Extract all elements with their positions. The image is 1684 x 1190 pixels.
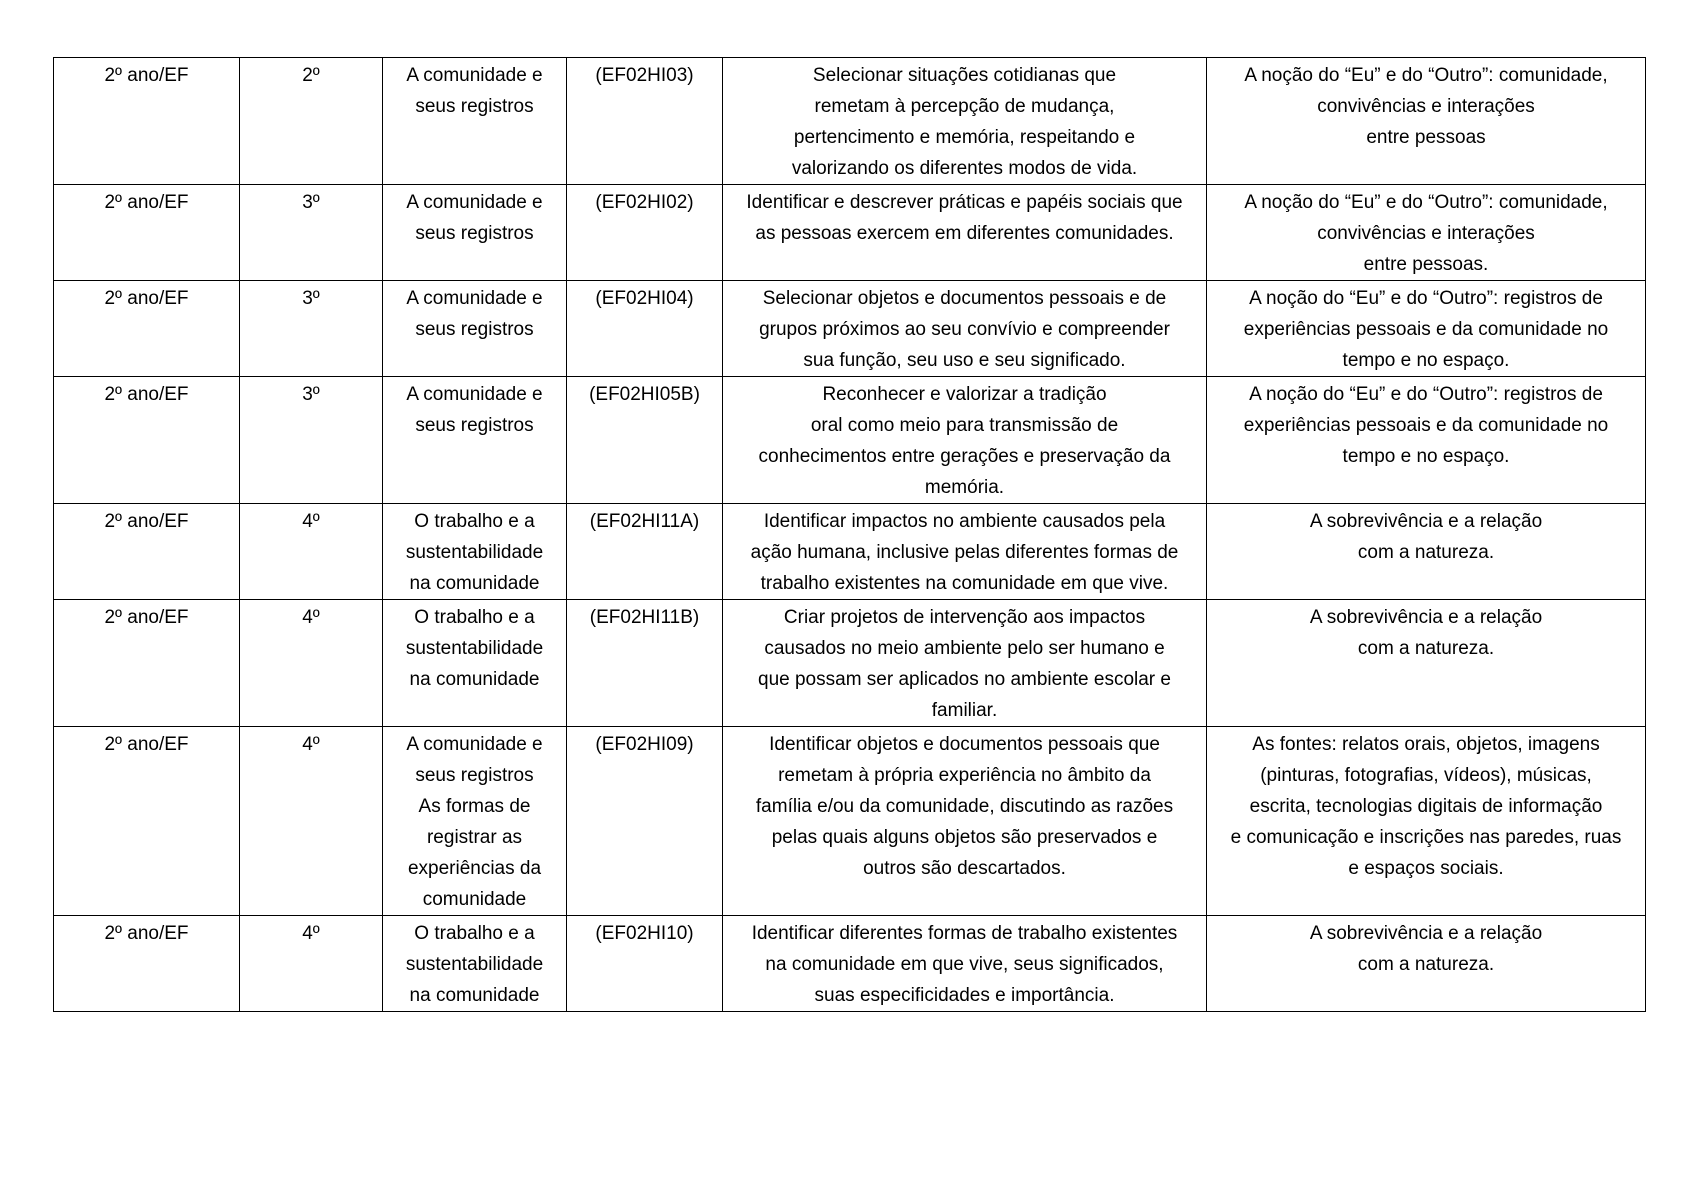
- cell-bimestre: 3º: [240, 185, 383, 281]
- cell-unidade: O trabalho e a sustentabilidade na comunidade: [383, 504, 567, 600]
- cell-habilidade: Identificar diferentes formas de trabalho existentes na comunidade em que vive, seus significados, suas especificidades e importância.: [723, 916, 1207, 1012]
- cell-objeto: A sobrevivência e a relação com a natureza.: [1207, 504, 1646, 600]
- cell-codigo: (EF02HI11A): [567, 504, 723, 600]
- cell-unidade: O trabalho e a sustentabilidade na comunidade: [383, 916, 567, 1012]
- table-row: [54, 281, 1646, 377]
- cell-bimestre: 4º: [240, 600, 383, 727]
- cell-objeto: A noção do “Eu” e do “Outro”: registros de experiências pessoais e da comunidade no tempo e no espaço.: [1207, 281, 1646, 377]
- cell-habilidade: Selecionar objetos e documentos pessoais e de grupos próximos ao seu convívio e compreender sua função, seu uso e seu significado.: [723, 281, 1207, 377]
- cell-objeto: As fontes: relatos orais, objetos, imagens (pinturas, fotografias, vídeos), músicas, escrita, tecnologias digitais de informação e comunicação e inscrições nas paredes, ruas e espaços sociais.: [1207, 727, 1646, 916]
- cell-codigo: (EF02HI09): [567, 727, 723, 916]
- cell-codigo: (EF02HI03): [567, 58, 723, 185]
- cell-codigo: (EF02HI02): [567, 185, 723, 281]
- cell-unidade: A comunidade e seus registros: [383, 281, 567, 377]
- cell-ano: 2º ano/EF: [54, 185, 240, 281]
- table-row: [54, 916, 1646, 1012]
- cell-codigo: (EF02HI11B): [567, 600, 723, 727]
- cell-unidade: A comunidade e seus registros As formas de registrar as experiências da comunidade: [383, 727, 567, 916]
- cell-habilidade: Reconhecer e valorizar a tradição oral como meio para transmissão de conhecimentos entre gerações e preservação da memória.: [723, 377, 1207, 504]
- cell-objeto: A noção do “Eu” e do “Outro”: comunidade, convivências e interações entre pessoas: [1207, 58, 1646, 185]
- cell-ano: 2º ano/EF: [54, 281, 240, 377]
- cell-ano: 2º ano/EF: [54, 504, 240, 600]
- cell-unidade: O trabalho e a sustentabilidade na comunidade: [383, 600, 567, 727]
- cell-codigo: (EF02HI10): [567, 916, 723, 1012]
- cell-unidade: A comunidade e seus registros: [383, 377, 567, 504]
- cell-ano: 2º ano/EF: [54, 377, 240, 504]
- curriculum-table: [53, 57, 1646, 1012]
- cell-bimestre: 2º: [240, 58, 383, 185]
- cell-objeto: A noção do “Eu” e do “Outro”: comunidade, convivências e interações entre pessoas.: [1207, 185, 1646, 281]
- cell-unidade: A comunidade e seus registros: [383, 185, 567, 281]
- cell-habilidade: Identificar impactos no ambiente causados pela ação humana, inclusive pelas diferentes formas de trabalho existentes na comunidade em que vive.: [723, 504, 1207, 600]
- cell-bimestre: 4º: [240, 504, 383, 600]
- cell-codigo: (EF02HI04): [567, 281, 723, 377]
- cell-ano: 2º ano/EF: [54, 58, 240, 185]
- cell-objeto: A noção do “Eu” e do “Outro”: registros de experiências pessoais e da comunidade no tempo e no espaço.: [1207, 377, 1646, 504]
- cell-bimestre: 4º: [240, 916, 383, 1012]
- cell-habilidade: Selecionar situações cotidianas que remetam à percepção de mudança, pertencimento e memória, respeitando e valorizando os diferentes modos de vida.: [723, 58, 1207, 185]
- cell-bimestre: 4º: [240, 727, 383, 916]
- cell-objeto: A sobrevivência e a relação com a natureza.: [1207, 916, 1646, 1012]
- table-row: [54, 377, 1646, 504]
- cell-ano: 2º ano/EF: [54, 600, 240, 727]
- table-row: [54, 58, 1646, 185]
- cell-ano: 2º ano/EF: [54, 727, 240, 916]
- table-row: [54, 600, 1646, 727]
- table-row: [54, 727, 1646, 916]
- table-row: [54, 504, 1646, 600]
- cell-habilidade: Criar projetos de intervenção aos impactos causados no meio ambiente pelo ser humano e que possam ser aplicados no ambiente escolar e familiar.: [723, 600, 1207, 727]
- cell-bimestre: 3º: [240, 281, 383, 377]
- cell-habilidade: Identificar e descrever práticas e papéis sociais que as pessoas exercem em diferentes comunidades.: [723, 185, 1207, 281]
- cell-objeto: A sobrevivência e a relação com a natureza.: [1207, 600, 1646, 727]
- table-row: [54, 185, 1646, 281]
- cell-ano: 2º ano/EF: [54, 916, 240, 1012]
- cell-habilidade: Identificar objetos e documentos pessoais que remetam à própria experiência no âmbito da família e/ou da comunidade, discutindo as razões pelas quais alguns objetos são preservados e outros são descartados.: [723, 727, 1207, 916]
- cell-bimestre: 3º: [240, 377, 383, 504]
- cell-codigo: (EF02HI05B): [567, 377, 723, 504]
- cell-unidade: A comunidade e seus registros: [383, 58, 567, 185]
